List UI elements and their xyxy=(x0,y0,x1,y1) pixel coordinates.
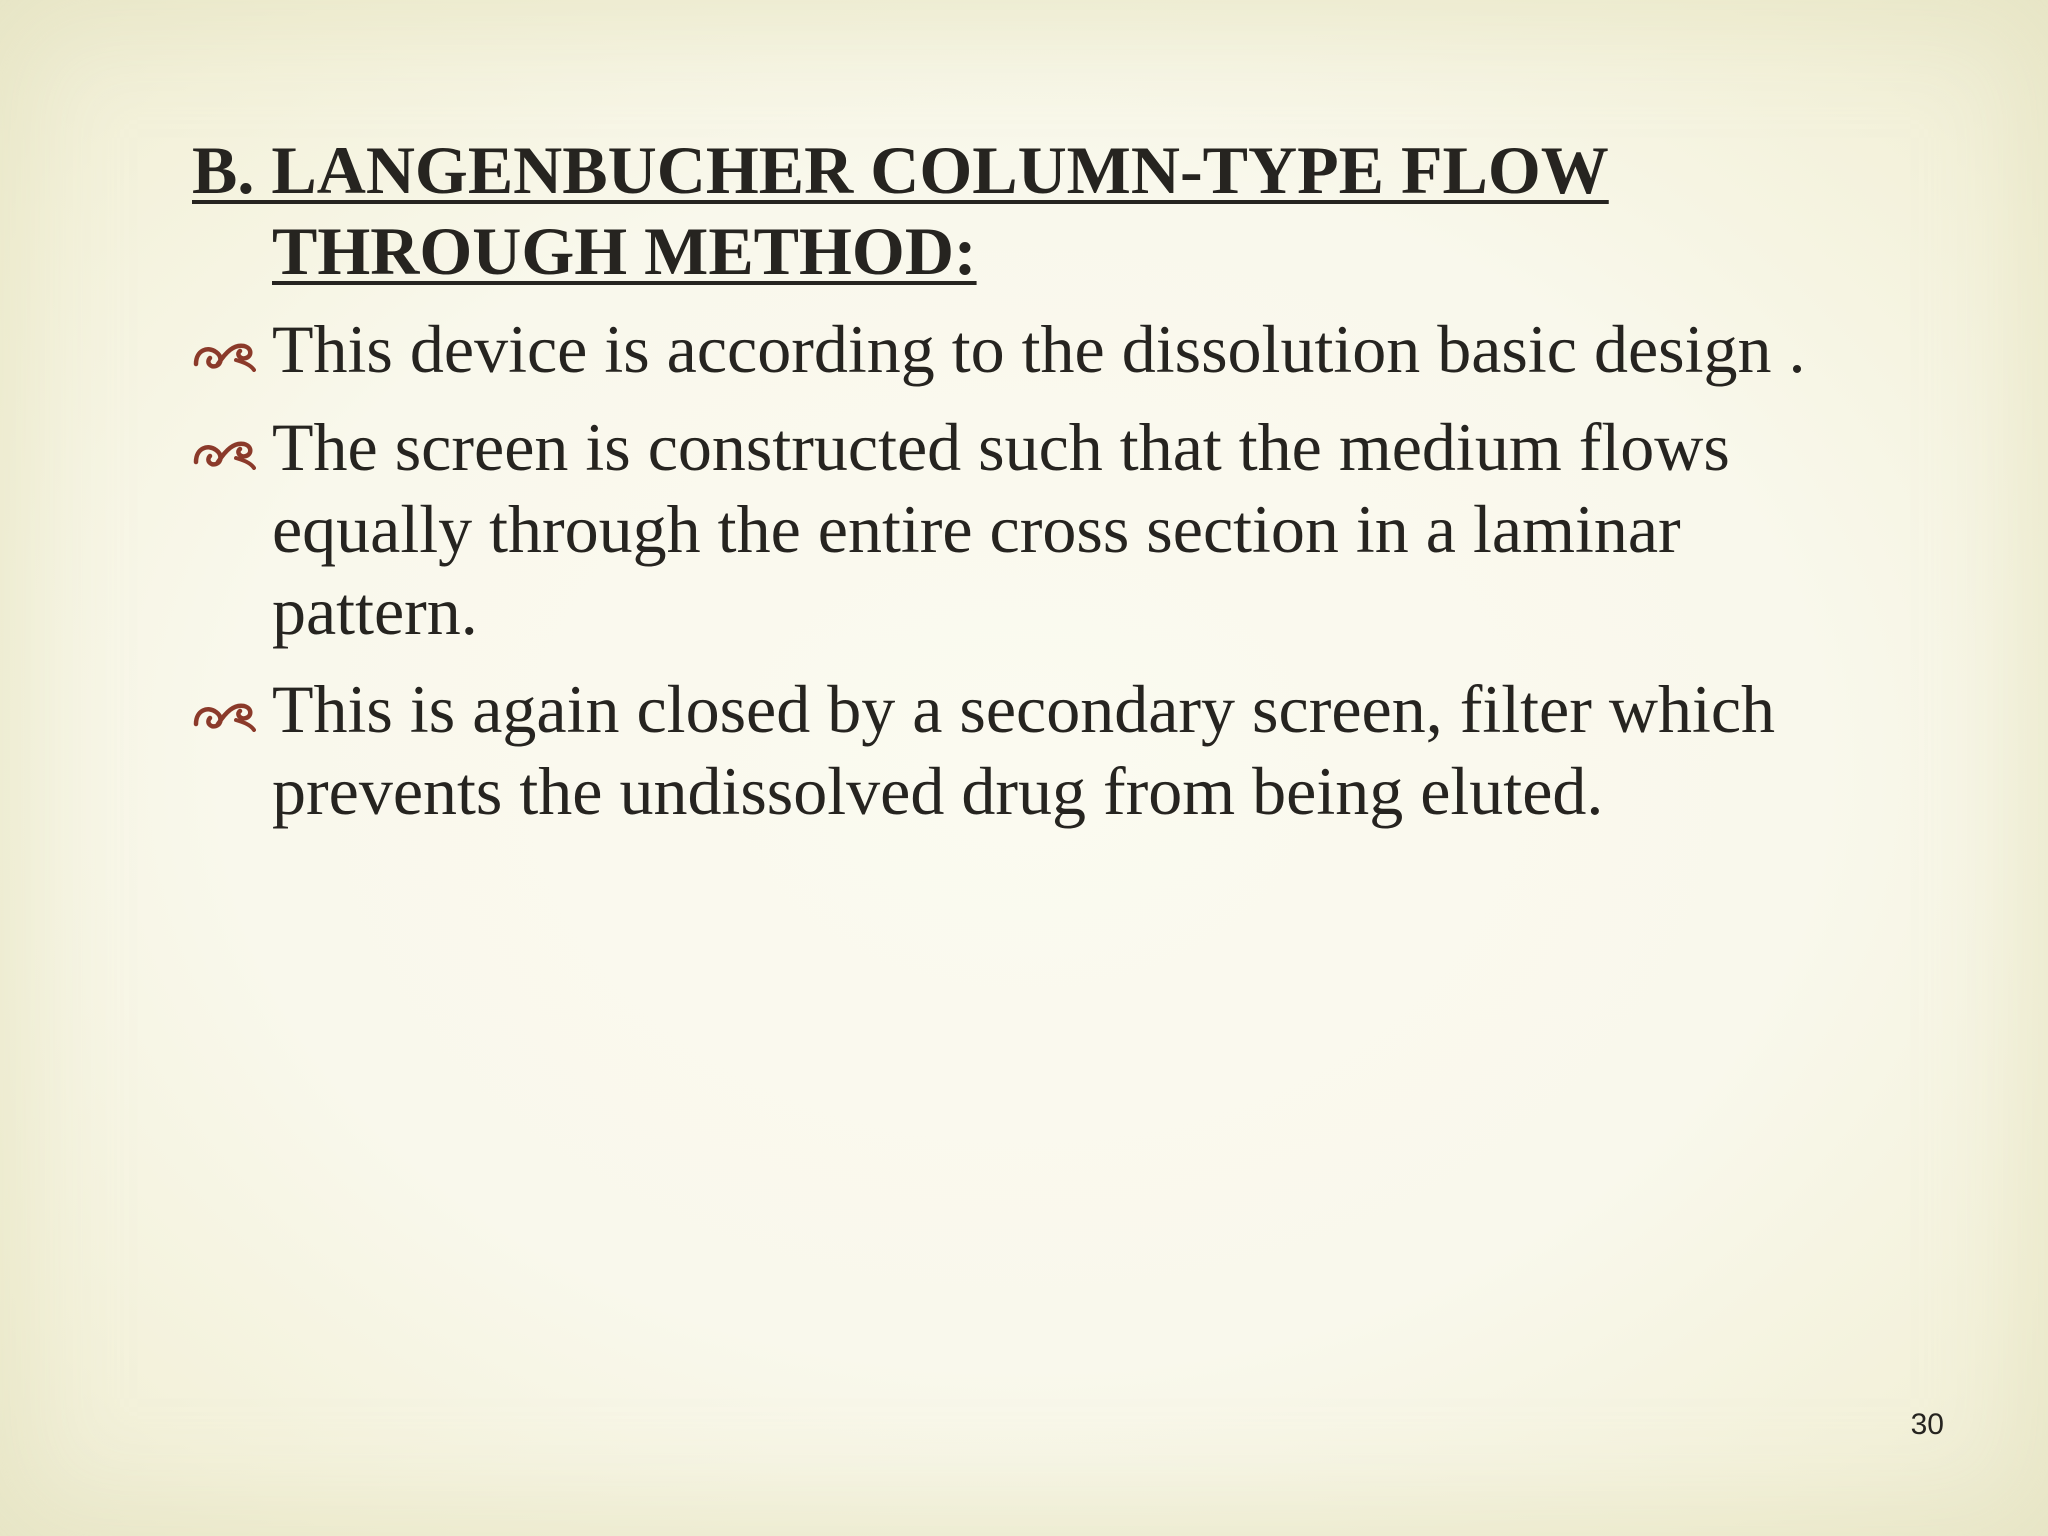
fleuron-bullet-icon xyxy=(192,698,256,732)
bullet-text: The screen is constructed such that the medium flows equally through the entire cross section in a laminar pattern. xyxy=(272,409,1730,649)
slide-content xyxy=(192,130,1892,832)
bullet-text: This is again closed by a secondary screen, filter which prevents the undissolved drug from being eluted. xyxy=(272,671,1776,829)
slide-title xyxy=(192,130,1892,292)
bullet-item xyxy=(192,308,1892,390)
fleuron-bullet-icon xyxy=(192,338,256,372)
fleuron-bullet-icon xyxy=(192,436,256,470)
bullet-item xyxy=(192,406,1892,652)
bullet-item xyxy=(192,668,1892,832)
slide-title-text: B. LANGENBUCHER COLUMN-TYPE FLOW THROUGH METHOD: xyxy=(192,132,1609,289)
bullet-list xyxy=(192,308,1892,832)
page-number: 30 xyxy=(1910,1408,1944,1441)
bullet-text: This device is according to the dissolution basic design . xyxy=(272,311,1806,387)
